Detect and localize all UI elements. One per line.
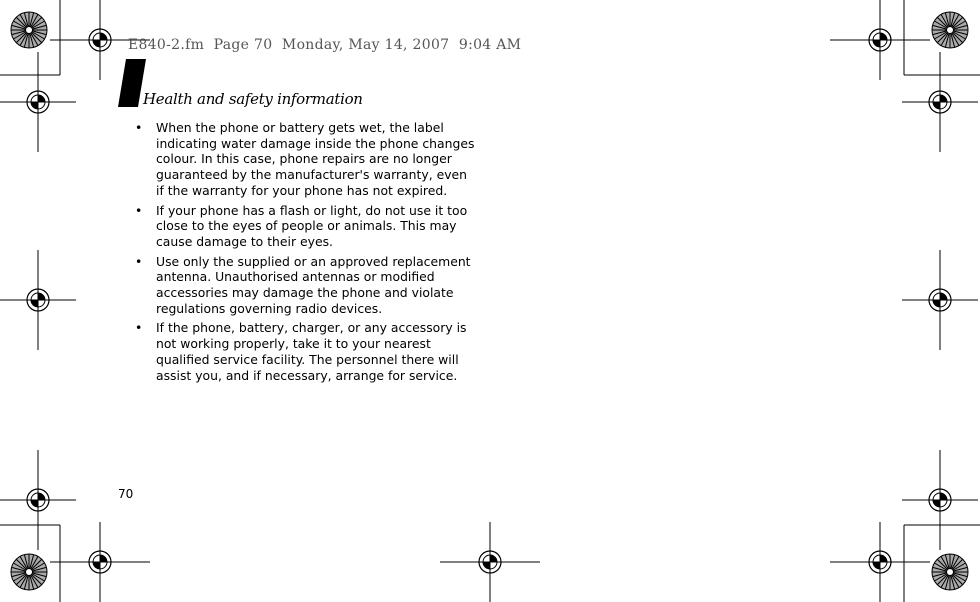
registration-crosshair-icon (0, 250, 76, 350)
registration-crosshair-icon (50, 522, 150, 602)
bullet-dot: • (135, 320, 143, 336)
registration-crosshair-icon (0, 450, 76, 550)
bullet-dot: • (135, 202, 143, 218)
bullet-text: If your phone has a flash or light, do not use it too close to the eyes of people or animals. This may cause damage to their eyes. (156, 202, 468, 249)
registration-crosshair-icon (902, 450, 978, 550)
section-title-bar-icon (118, 59, 146, 107)
bullet-list (132, 120, 477, 387)
bullet-dot: • (135, 253, 143, 269)
bullet-text: If the phone, battery, charger, or any accessory is not working properly, take it to your nearest qualified service facility. The personnel there will assist you, and if necessary, arrange for service. (156, 320, 467, 383)
starburst-color-bar-icon (11, 12, 47, 48)
section-title: Health and safety information (143, 90, 363, 108)
bullet-text: When the phone or battery gets wet, the label indicating water damage inside the phone changes colour. In this case, phone repairs are no longer guaranteed by the manufacturer's warranty, even if the warranty for your phone has not expired. (156, 120, 475, 198)
list-item (132, 120, 477, 199)
registration-crosshair-icon (440, 522, 540, 602)
registration-crosshair-icon (902, 52, 978, 152)
list-item (132, 203, 477, 250)
list-item (132, 320, 477, 383)
list-item (132, 254, 477, 317)
bullet-text: Use only the supplied or an approved replacement antenna. Unauthorised antennas or modified accessories may damage the phone and violate regulations governing radio devices. (156, 253, 471, 316)
registration-crosshair-icon (830, 0, 930, 80)
starburst-color-bar-icon (932, 12, 968, 48)
slug-line: E840-2.fm Page 70 Monday, May 14, 2007 9:04 AM (128, 37, 522, 53)
registration-crosshair-icon (0, 52, 76, 152)
registration-crosshair-icon (830, 522, 930, 602)
registration-crosshair-icon (902, 250, 978, 350)
bullet-dot: • (135, 120, 143, 135)
page-number: 70 (118, 487, 134, 501)
starburst-color-bar-icon (11, 554, 47, 590)
starburst-color-bar-icon (932, 554, 968, 590)
